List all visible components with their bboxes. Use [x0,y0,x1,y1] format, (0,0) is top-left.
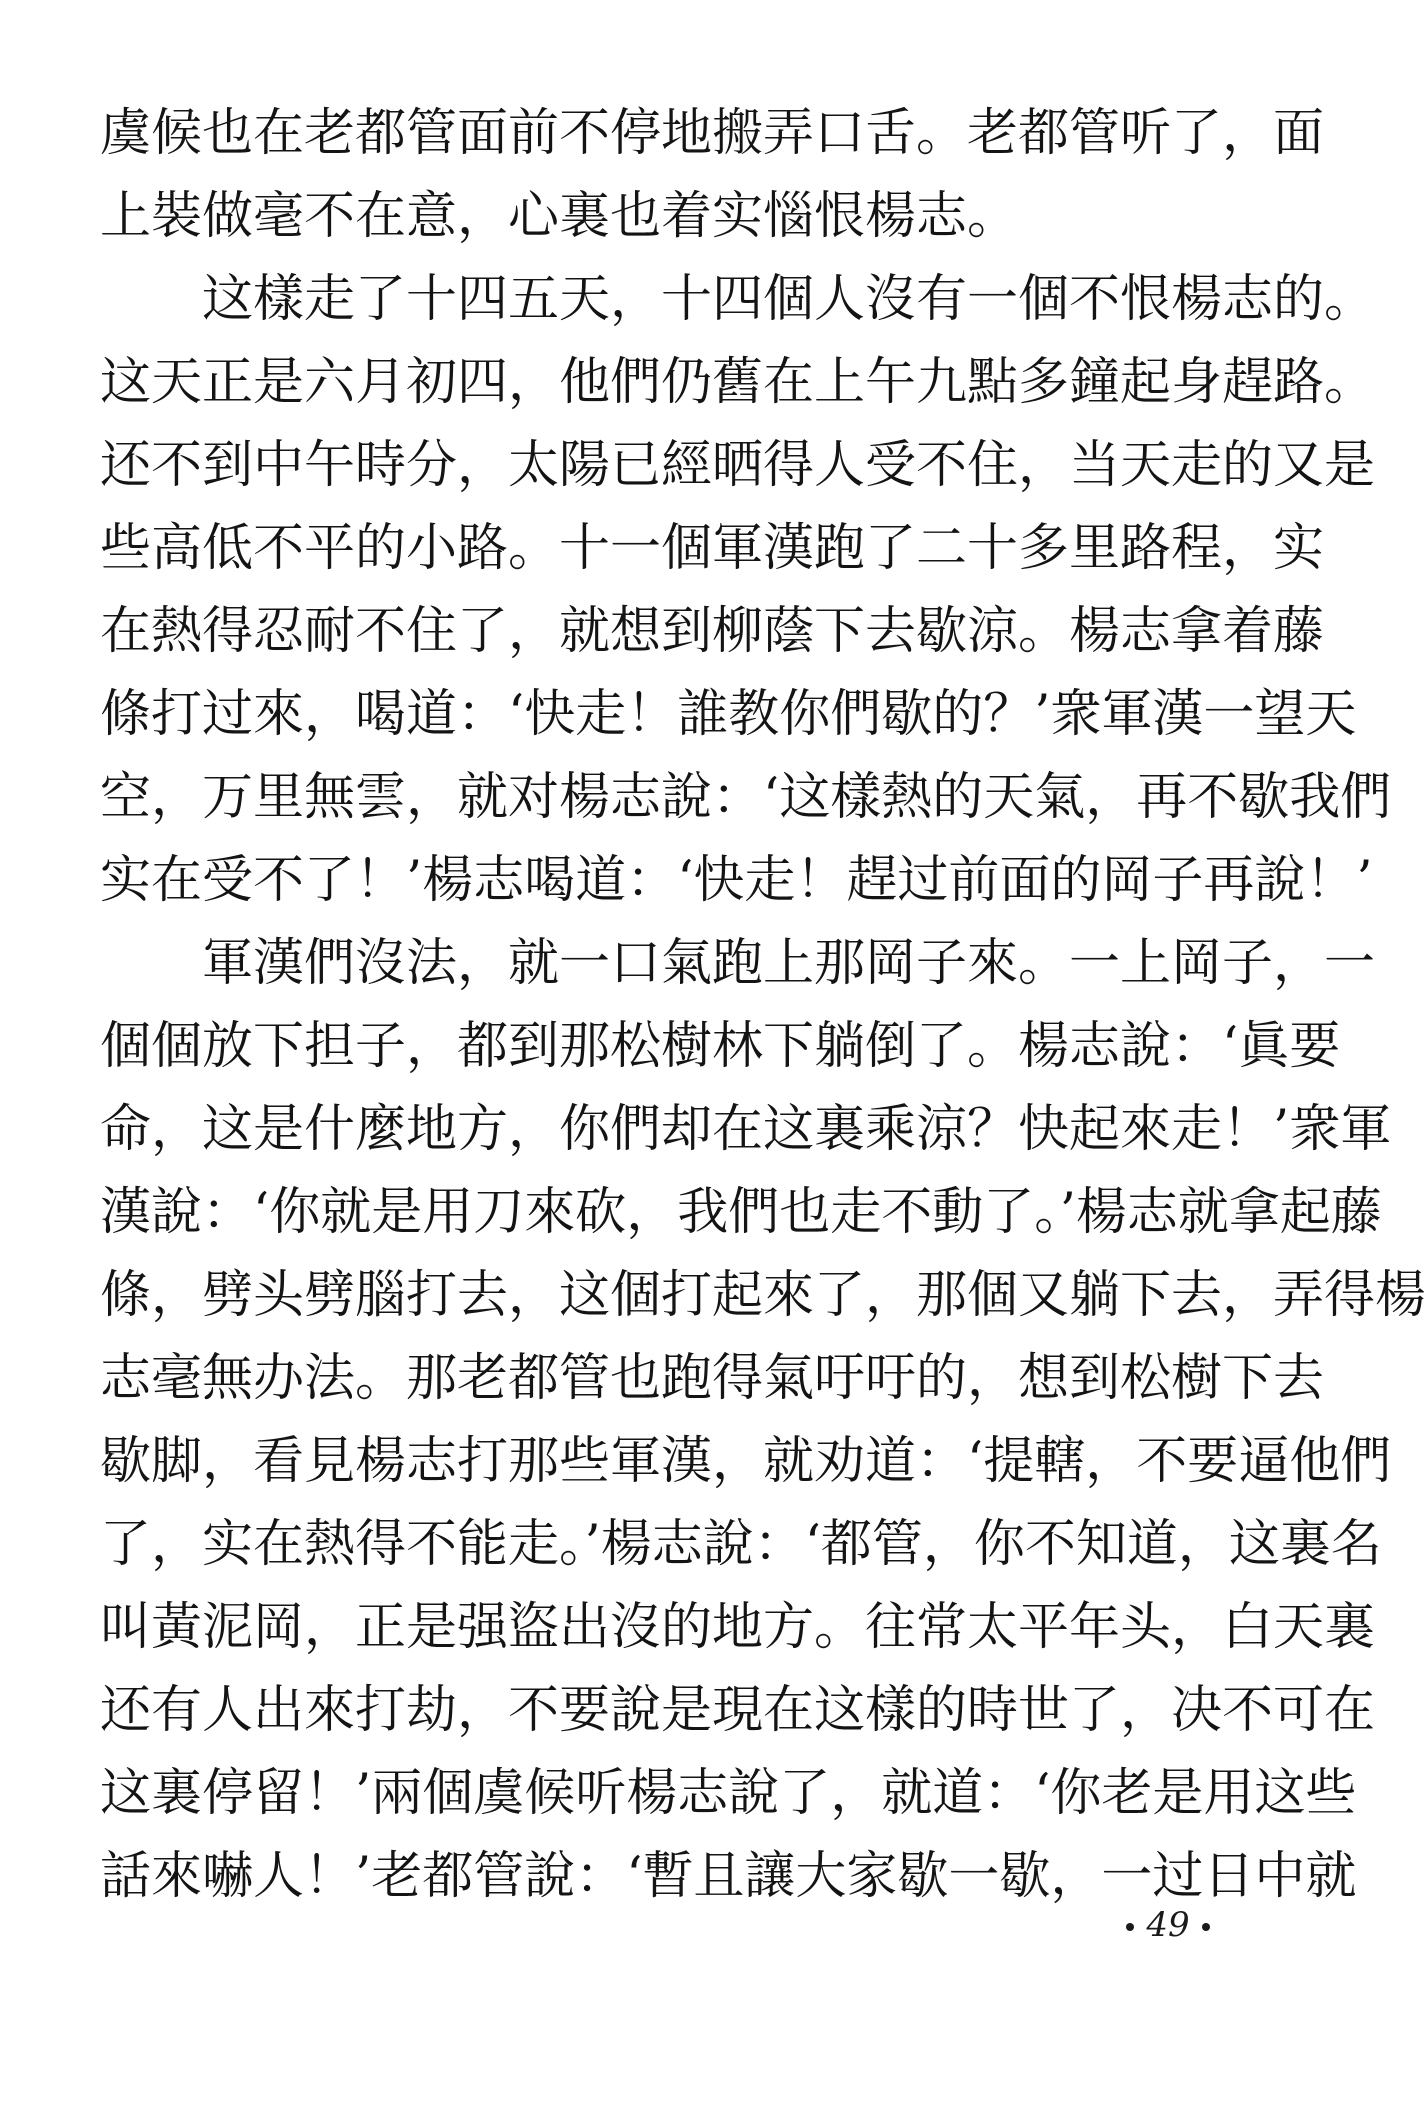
text-line: 虞候也在老都管面前不停地搬弄口舌。老都管听了，面 [100,104,1325,163]
text-line: 軍漢們沒法，就一口氣跑上那岡子來。一上岡子，一 [202,934,1376,993]
text-line: 在熱得忍耐不住了，就想到柳蔭下去歇涼。楊志拿着藤 [100,602,1325,661]
bullet-dot-icon [1126,1923,1134,1931]
text-line: 志毫無办法。那老都管也跑得氣吁吁的，想到松樹下去 [100,1349,1325,1408]
bullet-dot-icon [1202,1923,1210,1931]
text-line: 了，实在熱得不能走。’楊志說：‘都管，你不知道，这裏名 [100,1515,1382,1574]
text-line: 條，劈头劈腦打去，这個打起來了，那個又躺下去，弄得楊 [100,1266,1426,1325]
text-line: 这樣走了十四五天，十四個人沒有一個不恨楊志的。 [202,270,1376,329]
text-line: 还有人出來打劫，不要說是現在这樣的時世了，决不可在 [100,1681,1376,1740]
text-line: 上裝做毫不在意，心裏也着实惱恨楊志。 [100,187,1019,246]
text-line: 空，万里無雲，就对楊志說：‘这樣熱的天氣，再不歇我們 [100,768,1392,827]
text-line: 些高低不平的小路。十一個軍漢跑了二十多里路程，实 [100,519,1325,578]
paragraph-3 [100,922,1426,1918]
paragraph-1 [100,92,1325,258]
text-line: 这天正是六月初四，他們仍舊在上午九點多鐘起身趕路。 [100,353,1376,412]
text-line: 命，这是什麼地方，你們却在这裏乘涼？快起來走！’衆軍 [100,1100,1392,1159]
text-line: 实在受不了！’楊志喝道：‘快走！趕过前面的岡子再說！’ [100,851,1373,910]
page-number [1088,1900,1248,1950]
text-line: 歇脚，看見楊志打那些軍漢，就劝道：‘提轄，不要逼他們 [100,1432,1392,1491]
paragraph-2 [100,258,1392,922]
text-line: 條打过來，喝道：‘快走！誰教你們歇的？’衆軍漢一望天 [100,685,1357,744]
text-line: 叫黃泥岡，正是强盜出沒的地方。往常太平年头，白天裏 [100,1598,1376,1657]
text-line: 話來嚇人！’老都管說：‘暫且讓大家歇一歇，一过日中就 [100,1847,1357,1906]
text-line: 还不到中午時分，太陽已經晒得人受不住，当天走的又是 [100,436,1376,495]
text-line: 漢說：‘你就是用刀來砍，我們也走不動了。’楊志就拿起藤 [100,1183,1382,1242]
text-line: 这裏停留！’兩個虞候听楊志說了，就道：‘你老是用这些 [100,1764,1357,1823]
text-line: 個個放下担子，都到那松樹林下躺倒了。楊志說：‘眞要 [100,1017,1341,1076]
page-number-text: 49 [1146,1905,1190,1945]
body-text [100,92,1426,1918]
